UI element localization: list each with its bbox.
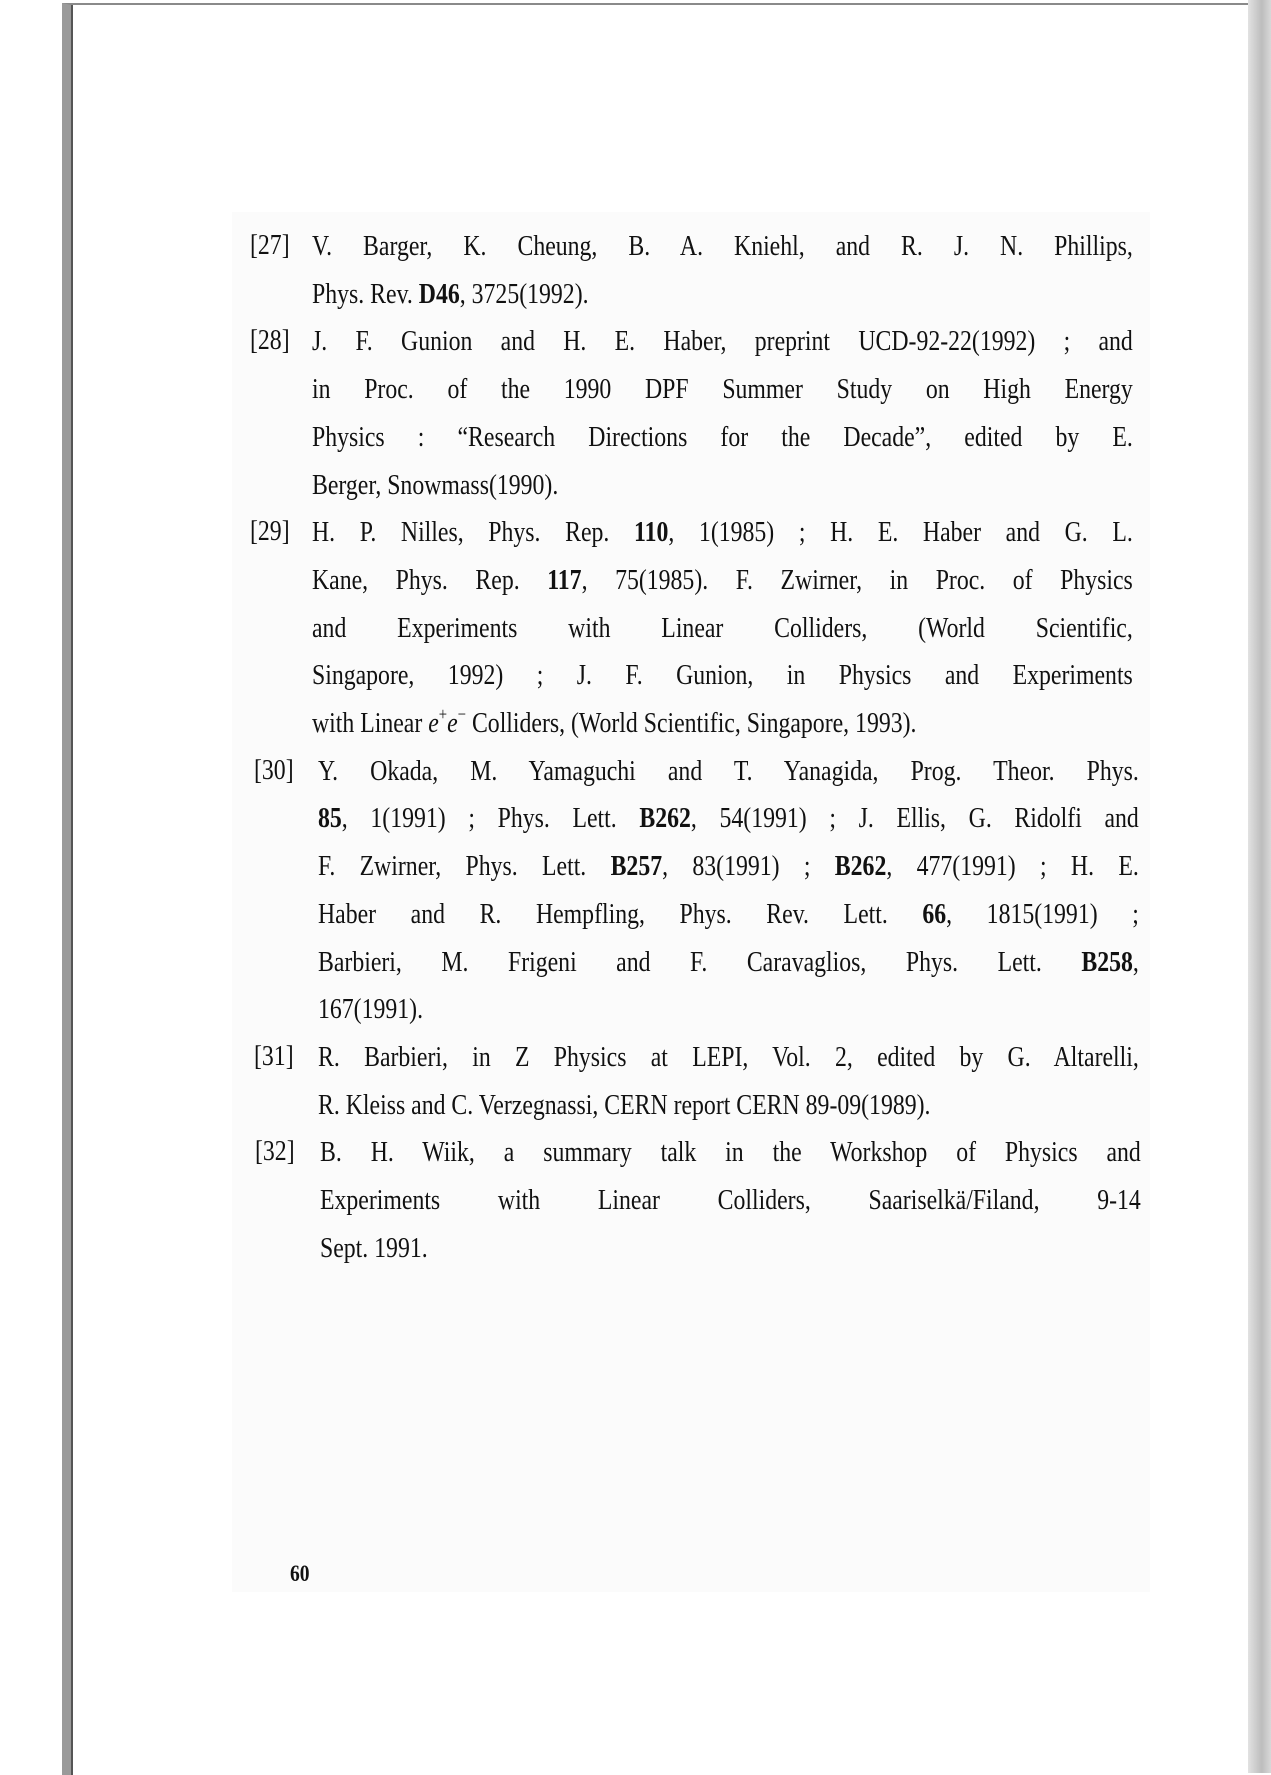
reference-line <box>320 1183 1141 1217</box>
reference-line <box>318 801 1139 835</box>
reference-text: , <box>1132 945 1139 978</box>
volume-number: B257 <box>610 850 663 883</box>
reference-label: [31] <box>254 1039 294 1072</box>
reference-text: Y. Okada, M. Yamaguchi and T. Yanagida, Prog. Theor. Phys. <box>318 754 1139 787</box>
superscript: + <box>438 704 448 724</box>
math-symbol: e <box>447 707 458 739</box>
reference-line <box>318 992 1139 1026</box>
reference-text: , 83(1991) ; <box>662 850 835 883</box>
reference-text: Colliders, (World Scientific, Singapore, 1993). <box>465 707 917 739</box>
reference-line <box>312 658 1133 692</box>
reference-text: J. F. Gunion and H. E. Haber, preprint UCD-92-22(1992) ; and <box>312 325 1133 358</box>
reference-text: , 1(1985) ; H. E. Haber and G. L. <box>668 516 1133 549</box>
reference-line <box>312 563 1133 597</box>
page-shadow <box>1248 0 1271 1773</box>
reference-label: [27] <box>250 229 290 261</box>
volume-number: D46 <box>418 277 460 310</box>
reference-text: Kane, Phys. Rep. <box>312 563 548 596</box>
reference-line <box>318 754 1139 788</box>
reference-line <box>318 1088 1139 1122</box>
volume-number: 66 <box>922 897 947 930</box>
reference-text: R. Kleiss and C. Verzegnassi, CERN report CERN 89-09(1989). <box>318 1088 931 1121</box>
reference-text: , 1(1991) ; Phys. Lett. <box>341 802 640 835</box>
reference-text: Experiments with Linear Colliders, Saariselkä/Filand, 9-14 <box>320 1184 1141 1216</box>
reference-label: [32] <box>255 1135 295 1168</box>
reference-line <box>312 372 1133 406</box>
reference-text: Singapore, 1992) ; J. F. Gunion, in Physics and Experiments <box>312 659 1133 692</box>
volume-number: B262 <box>834 850 887 883</box>
reference-text: Haber and R. Hempfling, Phys. Rev. Lett. <box>318 897 923 930</box>
math-symbol: e <box>428 707 439 739</box>
reference-line <box>312 420 1133 454</box>
reference-text: 167(1991). <box>318 993 424 1026</box>
reference-text: and Experiments with Linear Colliders, (World Scientific, <box>312 611 1133 644</box>
reference-text: , 3725(1992). <box>459 277 589 310</box>
reference-text: R. Barbieri, in Z Physics at LEPI, Vol. 2, edited by G. Altarelli, <box>318 1040 1139 1073</box>
reference-line <box>320 1135 1141 1169</box>
background <box>0 0 62 1773</box>
reference-line <box>318 849 1139 883</box>
reference-text: Barbieri, M. Frigeni and F. Caravaglios, Phys. Lett. <box>318 945 1082 978</box>
volume-number: B258 <box>1081 945 1133 978</box>
reference-text: , 477(1991) ; H. E. <box>886 850 1139 883</box>
superscript: − <box>457 704 466 724</box>
volume-number: 110 <box>633 516 669 549</box>
reference-line <box>320 1231 1141 1265</box>
reference-label: [29] <box>250 515 290 548</box>
reference-line <box>312 277 1133 311</box>
reference-text: , 54(1991) ; J. Ellis, G. Ridolfi and <box>690 802 1139 835</box>
reference-line <box>312 611 1133 645</box>
reference-text: Berger, Snowmass(1990). <box>312 468 559 501</box>
reference-line <box>312 706 1133 740</box>
reference-text: Sept. 1991. <box>320 1231 428 1264</box>
reference-label: [30] <box>254 753 294 786</box>
volume-number: 85 <box>318 802 342 835</box>
reference-line <box>312 229 1133 263</box>
page-number: 60 <box>290 1561 310 1586</box>
reference-line <box>318 945 1139 979</box>
reference-line <box>312 515 1133 549</box>
reference-label: [28] <box>250 324 290 357</box>
reference-line <box>312 468 1133 502</box>
reference-line <box>312 324 1133 358</box>
reference-line <box>318 897 1139 931</box>
volume-number: 117 <box>547 563 582 596</box>
reference-text: , 75(1985). F. Zwirner, in Proc. of Physics <box>581 563 1133 596</box>
reference-line <box>318 1040 1139 1074</box>
reference-text: F. Zwirner, Phys. Lett. <box>318 850 611 883</box>
reference-text: , 1815(1991) ; <box>946 897 1139 930</box>
reference-text: Physics : “Research Directions for the Decade”, edited by E. <box>312 420 1133 453</box>
reference-text: with Linear <box>312 707 429 739</box>
volume-number: B262 <box>639 802 691 835</box>
reference-text: B. H. Wiik, a summary talk in the Workshop of Physics and <box>320 1136 1141 1169</box>
reference-text: V. Barger, K. Cheung, B. A. Kniehl, and R. J. N. Phillips, <box>312 230 1133 262</box>
reference-text: in Proc. of the 1990 DPF Summer Study on High Energy <box>312 373 1133 406</box>
reference-text: Phys. Rev. <box>312 277 419 310</box>
reference-text: H. P. Nilles, Phys. Rep. <box>312 516 634 549</box>
